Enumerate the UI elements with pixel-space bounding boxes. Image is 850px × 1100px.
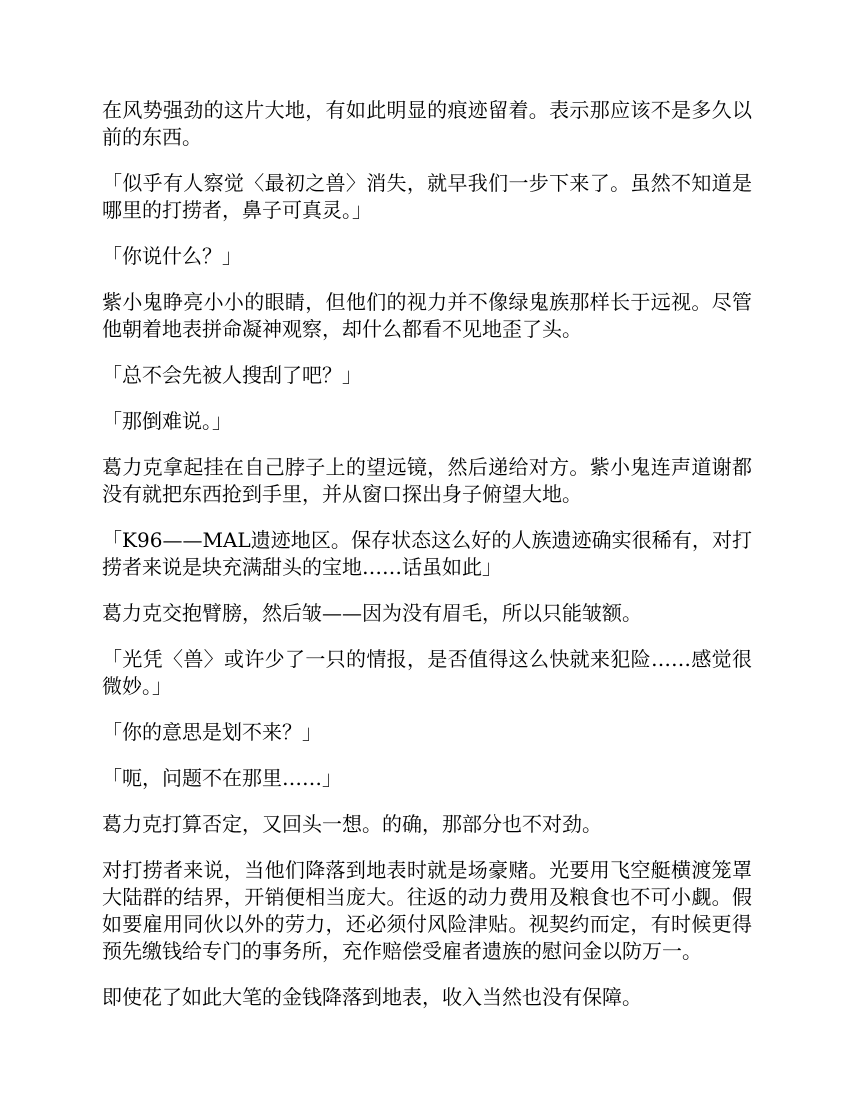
paragraph-12: 「呃，问题不在那里……」 [102,766,342,790]
paragraph-5: 「总不会先被人搜刮了吧？」 [102,363,362,387]
paragraph-3: 「你说什么？」 [102,244,242,268]
paragraph-11: 「你的意思是划不来？」 [102,720,322,744]
paragraph-13: 葛力克打算否定，又回头一想。的确，那部分也不对劲。 [102,812,602,836]
paragraph-4: 紫小鬼睁亮小小的眼睛，但他们的视力并不像绿鬼族那样长于远视。尽管他朝着地表拼命凝神观察，却什么都看不见地歪了头。 [102,290,752,341]
paragraph-7: 葛力克拿起挂在自己脖子上的望远镜，然后递给对方。紫小鬼连声道谢都没有就把东西抢到手里，并从窗口探出身子俯望大地。 [102,455,752,506]
paragraph-9: 葛力克交抱臂膀，然后皱——因为没有眉毛，所以只能皱额。 [102,601,642,625]
paragraph-8: 「K96——MAL遗迹地区。保存状态这么好的人族遗迹确实很稀有，对打捞者来说是块充满甜头的宝地……话虽如此」 [102,528,752,579]
paragraph-10: 「光凭〈兽〉或许少了一只的情报，是否值得这么快就来犯险……感觉很微妙。」 [102,647,752,698]
paragraph-6: 「那倒难说。」 [102,409,232,433]
body-text [102,97,752,1030]
paragraph-15: 即使花了如此大笔的金钱降落到地表，收入当然也没有保障。 [102,985,642,1009]
paragraph-1: 在风势强劲的这片大地，有如此明显的痕迹留着。表示那应该不是多久以前的东西。 [102,98,752,149]
paragraph-14: 对打捞者来说，当他们降落到地表时就是场豪赌。光要用飞空艇横渡笼罩大陆群的结界，开销便相当庞大。往返的动力费用及粮食也不可小觑。假如要雇用同伙以外的劳力，还必须付风险津贴。视契约而定，有时候更得预先缴钱给专门的事务所，充作赔偿受雇者遗族的慰问金以防万一。 [102,858,752,963]
paragraph-2: 「似乎有人察觉〈最初之兽〉消失，就早我们一步下来了。虽然不知道是哪里的打捞者，鼻子可真灵。」 [102,171,752,222]
